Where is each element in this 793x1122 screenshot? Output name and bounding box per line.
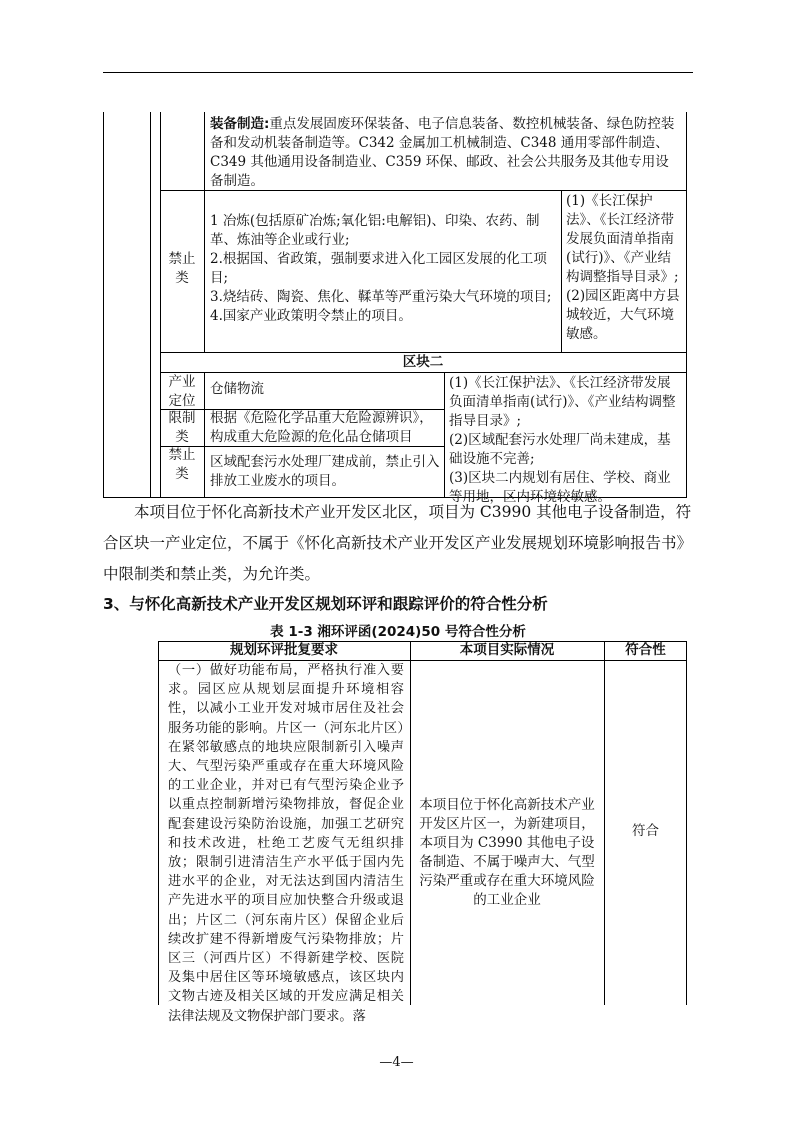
compliance-cell: 符合 — [632, 823, 659, 839]
table-header-compliance: 符合性 — [625, 642, 666, 658]
prohibited-reason: (1)《长江保护法》、《长江经济带发展负面清单指南(试行)》、《产业结构调整指导目录》; (2)园区距离中方县城较近，大气环境敏感。 — [566, 193, 680, 342]
prohibited-list — [210, 212, 555, 326]
table-header-requirement: 规划环评批复要求 — [230, 642, 338, 658]
block2-label: 产业定位 — [168, 374, 196, 409]
table-header-situation: 本项目实际情况 — [459, 642, 555, 658]
row-divider — [160, 372, 686, 373]
block2-value: 区域配套污水处理厂建成前，禁止引入排放工业废水的项目。 — [210, 454, 440, 489]
block2-label: 限制类 — [168, 410, 196, 445]
header-rule — [103, 72, 693, 73]
prohibited-item: 3.烧结砖、陶瓷、焦化、鞣革等严重污染大气环境的项目; — [210, 289, 552, 305]
prohibited-item: 1 冶炼(包括原矿冶炼;氧化铝:电解铝)、印染、农药、制革、炼油等企业或行业; — [210, 213, 540, 248]
page-number: —4— — [379, 1055, 414, 1070]
table-col-divider-2 — [160, 112, 161, 497]
table-col-divider — [410, 641, 411, 1005]
block2-value: 根据《危险化学品重大危险源辨识》，构成重大危险源的危化品仓储项目 — [210, 410, 433, 445]
table-caption: 表 1-3 湘环评函(2024)50 号符合性分析 — [270, 624, 526, 640]
situation-cell: 本项目位于怀化高新技术产业开发区片区一，为新建项目，本项目为 C3990 其他电子设备制造、不属于噪声大、气型污染严重或存在重大环境风险的工业企业 — [419, 797, 595, 908]
table-border-right — [686, 112, 687, 497]
table-col-divider-1 — [150, 112, 151, 497]
block2-value: 仓储物流 — [210, 381, 264, 397]
prohibited-label: 禁止类 — [168, 251, 196, 286]
row-divider — [160, 446, 444, 447]
equipment-title: 装备制造: — [210, 116, 270, 132]
equipment-text: 重点发展固废环保装备、电子信息装备、数控机械装备、绿色防控装备和发动机装备制造等。C342 金属加工机械制造、C348 通用零部件制造、C349 其他通用设备制造业、C359 环保、邮政、社会公共服务及其他专用设备制造。 — [210, 116, 675, 189]
equipment-cell — [210, 115, 682, 191]
table-border-left — [103, 112, 104, 497]
row-label-divider — [204, 112, 205, 352]
requirement-cell: （一）做好功能布局，严格执行准入要求。园区应从规划层面提升环境相容性，以减小工业开发对城市居住及社会服务功能的影响。片区一（河东北片区）在紧邻敏感点的地块应限制新引入噪声大、气型污染严重或存在重大环境风险的工业企业，并对已有气型污染企业予以重点控制新增污染物排放，督促企业配套建设污染防治设施，加强工艺研究和技术改进，杜绝工艺废气无组织排放；限制引进清洁生产水平低于国内先进水平的企业，对无法达到国内清洁生产先进水平的项目应加快整合升级或退出；片区二（河东南片区）保留企业后续改扩建不得新增废气污染物排放；片区三（河西片区）不得新建学校、医院及集中居住区等环境敏感点，该区块内文物古迹及相关区域的开发应满足相关法律法规及文物保护部门要求。落 — [168, 663, 404, 1024]
reason-divider — [561, 190, 562, 352]
block2-label-divider — [204, 372, 205, 497]
prohibited-item: 4.国家产业政策明令禁止的项目。 — [210, 308, 412, 324]
section-heading: 3、与怀化高新技术产业开发区规划环评和跟踪评价的符合性分析 — [103, 595, 548, 613]
body-paragraph: 本项目位于怀化高新技术产业开发区北区，项目为 C3990 其他电子设备制造，符合区块一产业定位，不属于《怀化高新技术产业开发区产业发展规划环境影响报告书》中限制类和禁止类，为允许类。 — [103, 503, 693, 583]
block2-label: 禁止类 — [168, 447, 196, 482]
prohibited-item: 2.根据国、省政策，强制要求进入化工园区发展的化工项目; — [210, 251, 547, 286]
block2-reason: (1)《长江保护法》、《长江经济带发展负面清单指南(试行)》、《产业结构调整指导目录》; (2)区域配套污水处理厂尚未建成，基础设施不完善; (3)区块二内规划有居住、学校、商业等用地，区内环境较敏感。 — [449, 375, 676, 505]
block2-reason-divider — [444, 372, 445, 497]
block2-heading: 区块二 — [402, 354, 444, 370]
row-divider — [160, 190, 686, 191]
